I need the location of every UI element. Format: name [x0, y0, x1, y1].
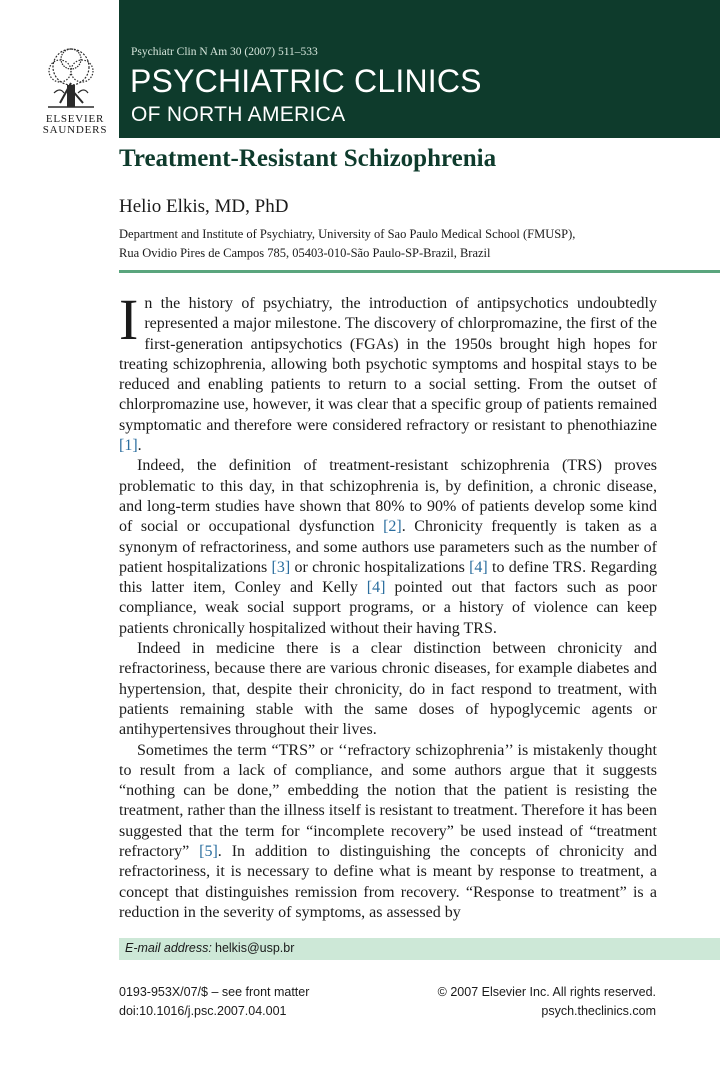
- paragraph-text: n the history of psychiatry, the introduction of antipsychotics undoubtedly represented a major milestone. The discovery of chlorpromazine, the first of the first-generation antipsychotics (FGAs) in the 1950s brought high hopes for treating schizophrenia, allowing both psychotic symptoms and hospital stays to be reduced and enabling patients to return to a social setting. From the outset of chlorpromazine use, however, it was clear that a specific group of patients remained symptomatic and therefore were considered refractory or resistant to phenothiazine: [119, 295, 657, 434]
- affiliation-line1: Department and Institute of Psychiatry, University of Sao Paulo Medical School (FMUSP),: [119, 227, 576, 241]
- email-footnote: [119, 938, 720, 960]
- doi-link[interactable]: doi:10.1016/j.psc.2007.04.001: [119, 1004, 287, 1018]
- paragraph-text: to define TRS. Regarding this latter item, Conley and Kelly: [119, 558, 658, 597]
- website-link[interactable]: psych.theclinics.com: [541, 1004, 656, 1018]
- paragraph-text: Indeed, the definition of treatment-resistant schizophrenia (TRS) proves problematic to this day, in that schizophrenia is, by definition, a chronic disease, and long-term studies have shown that 80% to 90% of patients develop some kind of social or occupational dysfunction: [119, 457, 657, 536]
- journal-title-line2: OF NORTH AMERICA: [131, 103, 346, 126]
- paragraph-text: or chronic hospitalizations: [290, 558, 470, 576]
- paragraph-text: .: [137, 437, 142, 455]
- reference-link-2[interactable]: [2]: [383, 518, 402, 536]
- divider-rule: [119, 270, 720, 273]
- paragraph-4: [119, 741, 657, 924]
- tree-icon: [38, 45, 104, 111]
- reference-link-3[interactable]: [3]: [271, 558, 291, 576]
- paragraph-text: pointed out that factors such as poor compliance, weak social support programs, or a history of violence can keep patients chronically hospitalized without their having TRS.: [119, 579, 657, 637]
- copyright-line: © 2007 Elsevier Inc. All rights reserved.: [437, 985, 656, 999]
- paragraph-3: Indeed in medicine there is a clear distinction between chronicity and refractoriness, because there are various chronic diseases, for example diabetes and hypertension, that, despite their chronicity, do in fact respond to treatment, with patients remaining stable with the same doses of hypoglycemic agents or antihypertensives throughout their lives.: [119, 640, 657, 739]
- paragraph-text: . In addition to distinguishing the concepts of chronicity and refractoriness, it is necessary to define what is meant by response to treatment, a concept that distinguishes remission from recovery. “Response to treatment” is a reduction in the severity of symptoms, as assessed by: [119, 843, 657, 921]
- footer-right: [438, 983, 656, 1021]
- issn-line: 0193-953X/07/$ – see front matter: [119, 985, 310, 999]
- footer-left: [119, 983, 309, 1021]
- journal-title-line1: PSYCHIATRIC CLINICS: [130, 63, 482, 99]
- author-name: Helio Elkis, MD, PhD: [119, 196, 289, 217]
- publisher-logo: [36, 45, 106, 135]
- journal-header: [119, 0, 720, 138]
- email-label: E-mail address:: [125, 941, 212, 955]
- publisher-name-elsevier: ELSEVIER: [45, 113, 105, 125]
- author-affiliation: [119, 225, 679, 263]
- affiliation-line2: Rua Ovidio Pires de Campos 785, 05403-010-São Paulo-SP-Brazil, Brazil: [119, 246, 491, 260]
- reference-link-4[interactable]: [4]: [469, 558, 488, 576]
- paragraph-2: [119, 456, 657, 639]
- paragraph-text: Sometimes the term “TRS” or ‘‘refractory schizophrenia’’ is mistakenly thought to result from a lack of compliance, and some authors argue that it suggests “nothing can be done,” embedding the notion that the patient is resisting the treatment, rather than the illness itself is resistant to treatment. Therefore it has been suggested that the term for “incomplete recovery” be used instead of “treatment refractory”: [119, 741, 657, 861]
- drop-cap: I: [119, 287, 139, 352]
- paragraph-text: . Chronicity frequently is taken as a synonym of refractoriness, and some authors use parameters such as the number of patient hospitalizations: [119, 518, 658, 576]
- paragraph-1: [119, 287, 657, 456]
- reference-link-5[interactable]: [5]: [199, 843, 218, 861]
- reference-link-4b[interactable]: [4]: [366, 579, 386, 597]
- article-title: Treatment-Resistant Schizophrenia: [119, 145, 497, 172]
- email-link[interactable]: helkis@usp.br: [215, 941, 295, 955]
- publisher-name-saunders: SAUNDERS: [42, 124, 108, 136]
- article-body: [119, 287, 658, 923]
- reference-link-1[interactable]: [1]: [119, 437, 138, 455]
- journal-citation: Psychiatr Clin N Am 30 (2007) 511–533: [131, 46, 318, 58]
